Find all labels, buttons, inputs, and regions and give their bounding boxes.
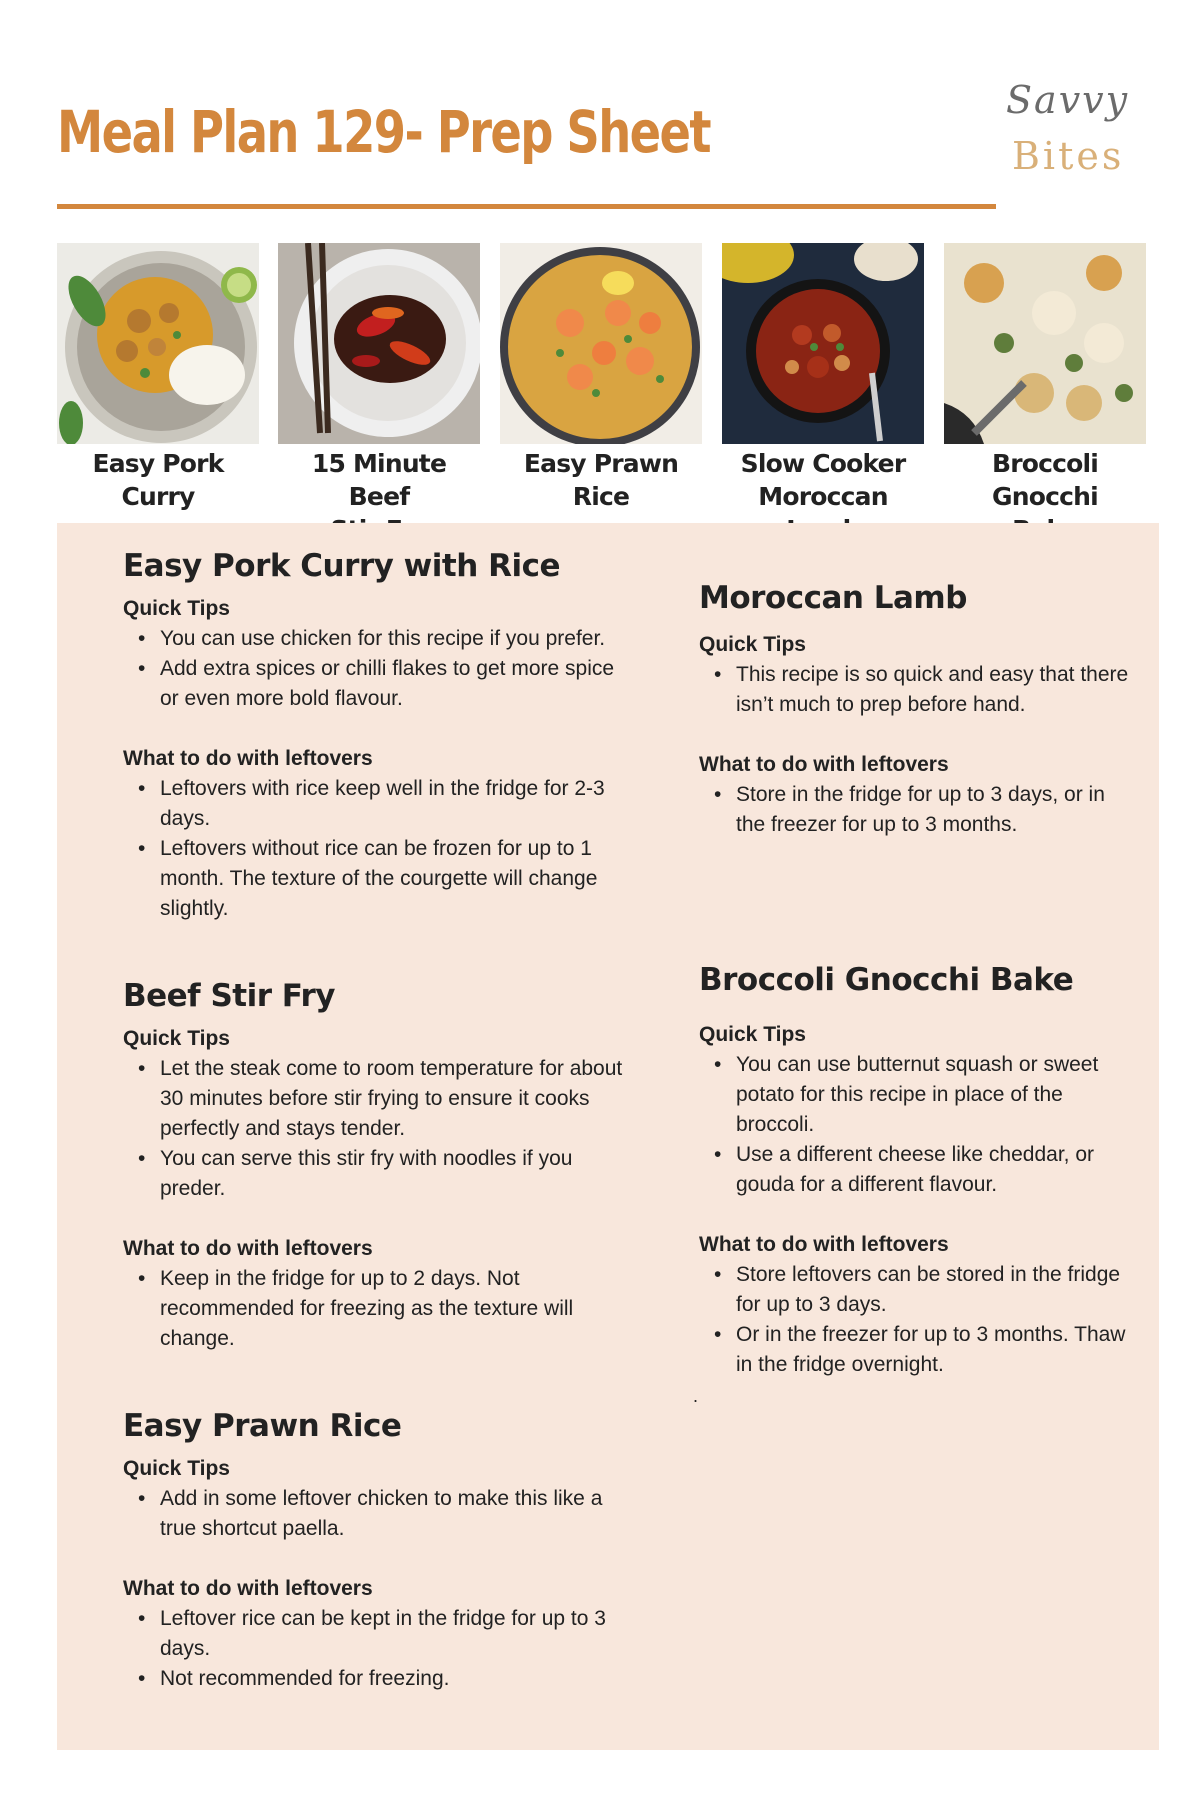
logo-script-text: Savvy (1006, 78, 1130, 122)
recipe-card-label: Easy Prawn Rice (523, 449, 679, 511)
quick-tips-list (699, 1050, 1139, 1200)
quick-tips-list (123, 1054, 623, 1204)
section-pork-curry (123, 548, 623, 924)
list-item: • Leftover rice can be kept in the fridge for up to 3 days. (160, 1604, 643, 1664)
section-prawn-rice (123, 1408, 643, 1694)
section-title: Easy Prawn Rice (123, 1408, 402, 1444)
section-title: Beef Stir Fry (123, 978, 335, 1014)
section-broccoli-gnocchi (699, 962, 1139, 1380)
quick-tips-list (123, 1484, 643, 1544)
beef-stir-fry-photo (278, 243, 480, 444)
section-title: Moroccan Lamb (699, 580, 967, 616)
brand-logo (1000, 70, 1140, 190)
quick-tips-list (123, 624, 623, 714)
leftovers-list (699, 780, 1139, 840)
list-item: • Not recommended for freezing. (160, 1664, 643, 1694)
list-item: • Add extra spices or chilli flakes to get more spice or even more bold flavour. (160, 654, 623, 714)
recipe-card-gnocchi-bake (944, 243, 1146, 546)
leftovers-heading: What to do with leftovers (123, 747, 373, 770)
list-item: • Leftovers with rice keep well in the fridge for 2-3 days. (160, 774, 623, 834)
section-moroccan-lamb (699, 580, 1139, 840)
leftovers-list (123, 1264, 623, 1354)
section-beef-stir-fry (123, 978, 623, 1354)
list-item: • Leftovers without rice can be frozen for up to 1 month. The texture of the courgette will change slightly. (160, 834, 623, 924)
quick-tips-heading: Quick Tips (123, 597, 230, 620)
recipe-card-beef-stir-fry (278, 243, 480, 546)
list-item: • You can use chicken for this recipe if you prefer. (160, 624, 623, 654)
gnocchi-bake-photo (944, 243, 1146, 444)
prawn-rice-photo (500, 243, 702, 444)
list-item: • Add in some leftover chicken to make this like a true shortcut paella. (160, 1484, 643, 1544)
list-item: • Keep in the fridge for up to 2 days. Not recommended for freezing as the texture will change. (160, 1264, 623, 1354)
list-item: • Store leftovers can be stored in the fridge for up to 3 days. (736, 1260, 1139, 1320)
recipe-card-label: 15 Minute Beef (311, 449, 447, 511)
leftovers-heading: What to do with leftovers (123, 1237, 373, 1260)
quick-tips-list (699, 660, 1139, 720)
recipe-card-label: Broccoli Gnocchi (991, 449, 1099, 511)
logo-bites-text: Bites (1012, 134, 1125, 178)
recipe-card-moroccan-lamb (722, 243, 924, 546)
recipe-card-pork-curry (57, 243, 259, 513)
leftovers-list (699, 1260, 1139, 1380)
section-title: Broccoli Gnocchi Bake (699, 962, 1074, 998)
list-item: • Store in the fridge for up to 3 days, or in the freezer for up to 3 months. (736, 780, 1139, 840)
list-item: • This recipe is so quick and easy that there isn’t much to prep before hand. (736, 660, 1139, 720)
page-title: Meal Plan 129- Prep Sheet (57, 98, 710, 166)
recipe-card-label: Easy Pork Curry (92, 449, 224, 511)
leftovers-heading: What to do with leftovers (123, 1577, 373, 1600)
list-item: • Let the steak come to room temperature for about 30 minutes before stir frying to ensure it cooks perfectly and stays tender. (160, 1054, 623, 1144)
quick-tips-heading: Quick Tips (699, 633, 806, 656)
list-item: • Use a different cheese like cheddar, or gouda for a different flavour. (736, 1140, 1139, 1200)
title-divider (57, 204, 996, 209)
pork-curry-photo (57, 243, 259, 444)
list-item: • You can use butternut squash or sweet potato for this recipe in place of the broccoli. (736, 1050, 1139, 1140)
leftovers-heading: What to do with leftovers (699, 753, 949, 776)
recipe-card-label: Slow Cooker Moroccan (740, 449, 906, 511)
list-item: • You can serve this stir fry with noodles if you preder. (160, 1144, 623, 1204)
quick-tips-heading: Quick Tips (123, 1027, 230, 1050)
recipe-card-prawn-rice (500, 243, 702, 513)
trailing-dot: . (693, 1386, 699, 1406)
section-title: Easy Pork Curry with Rice (123, 548, 560, 584)
leftovers-list (123, 1604, 643, 1694)
moroccan-lamb-photo (722, 243, 924, 444)
quick-tips-heading: Quick Tips (123, 1457, 230, 1480)
list-item: • Or in the freezer for up to 3 months. Thaw in the fridge overnight. (736, 1320, 1139, 1380)
leftovers-heading: What to do with leftovers (699, 1233, 949, 1256)
quick-tips-heading: Quick Tips (699, 1023, 806, 1046)
leftovers-list (123, 774, 623, 924)
